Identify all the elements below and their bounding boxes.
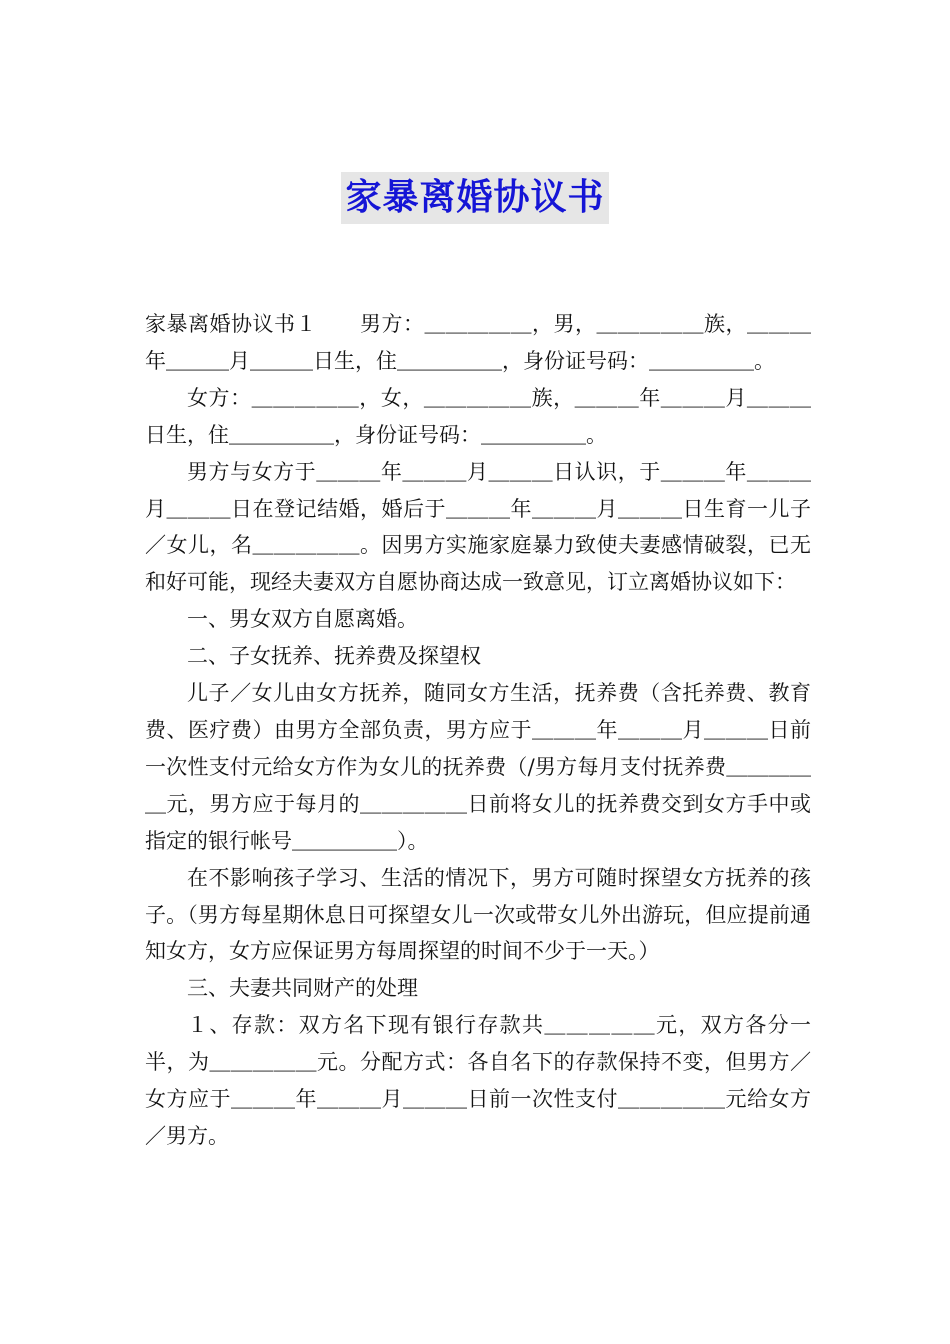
clause-1-divorce: 一、男女双方自愿离婚。: [187, 607, 418, 632]
paragraph-female-party: 女方：＿＿＿＿＿，女，＿＿＿＿＿族，＿＿＿年＿＿＿月＿＿＿日生，住＿＿＿＿＿，身份证号码：＿＿＿＿＿。: [145, 385, 811, 447]
paragraph-visitation: 在不影响孩子学习、生活的情况下，男方可随时探望女方抚养的孩子。（男方每星期休息日可探望女儿一次或带女儿外出游玩，但应提前通知女方，女方应保证男方每周探望的时间不少于一天。）: [145, 865, 811, 964]
paragraph-background: 男方与女方于＿＿＿年＿＿＿月＿＿＿日认识，于＿＿＿年＿＿＿月＿＿＿日在登记结婚，婚后于＿＿＿年＿＿＿月＿＿＿日生育一儿子／女儿，名＿＿＿＿＿。因男方实施家庭暴力致使夫妻感情破裂，已无和好可能，现经夫妻双方自愿协商达成一致意见，订立离婚协议如下：: [145, 459, 811, 595]
clause-3-heading: 三、夫妻共同财产的处理: [187, 976, 418, 1001]
paragraph-savings: １、存款：双方名下现有银行存款共＿＿＿＿＿元，双方各分一半，为＿＿＿＿＿元。分配方式：各自名下的存款保持不变，但男方／女方应于＿＿＿年＿＿＿月＿＿＿日前一次性支付＿＿＿＿＿元给女方／男方。: [145, 1013, 811, 1148]
title-container: [0, 172, 950, 224]
clause-2-heading: 二、子女抚养、抚养费及探望权: [187, 644, 481, 669]
document-body: [145, 306, 811, 1155]
document-title: 家暴离婚协议书: [341, 172, 608, 224]
paragraph-child-support: 儿子／女儿由女方抚养，随同女方生活，抚养费（含托养费、教育费、医疗费）由男方全部负责，男方应于＿＿＿年＿＿＿月＿＿＿日前一次性支付元给女方作为女儿的抚养费（/男方每月支付抚养费＿＿＿＿＿元，男方应于每月的＿＿＿＿＿日前将女儿的抚养费交到女方手中或指定的银行帐号＿＿＿＿＿）。: [145, 681, 811, 853]
paragraph-header-male-party: 家暴离婚协议书１ 男方：＿＿＿＿＿，男，＿＿＿＿＿族，＿＿＿年＿＿＿月＿＿＿日生，住＿＿＿＿＿，身份证号码：＿＿＿＿＿。: [145, 312, 811, 373]
